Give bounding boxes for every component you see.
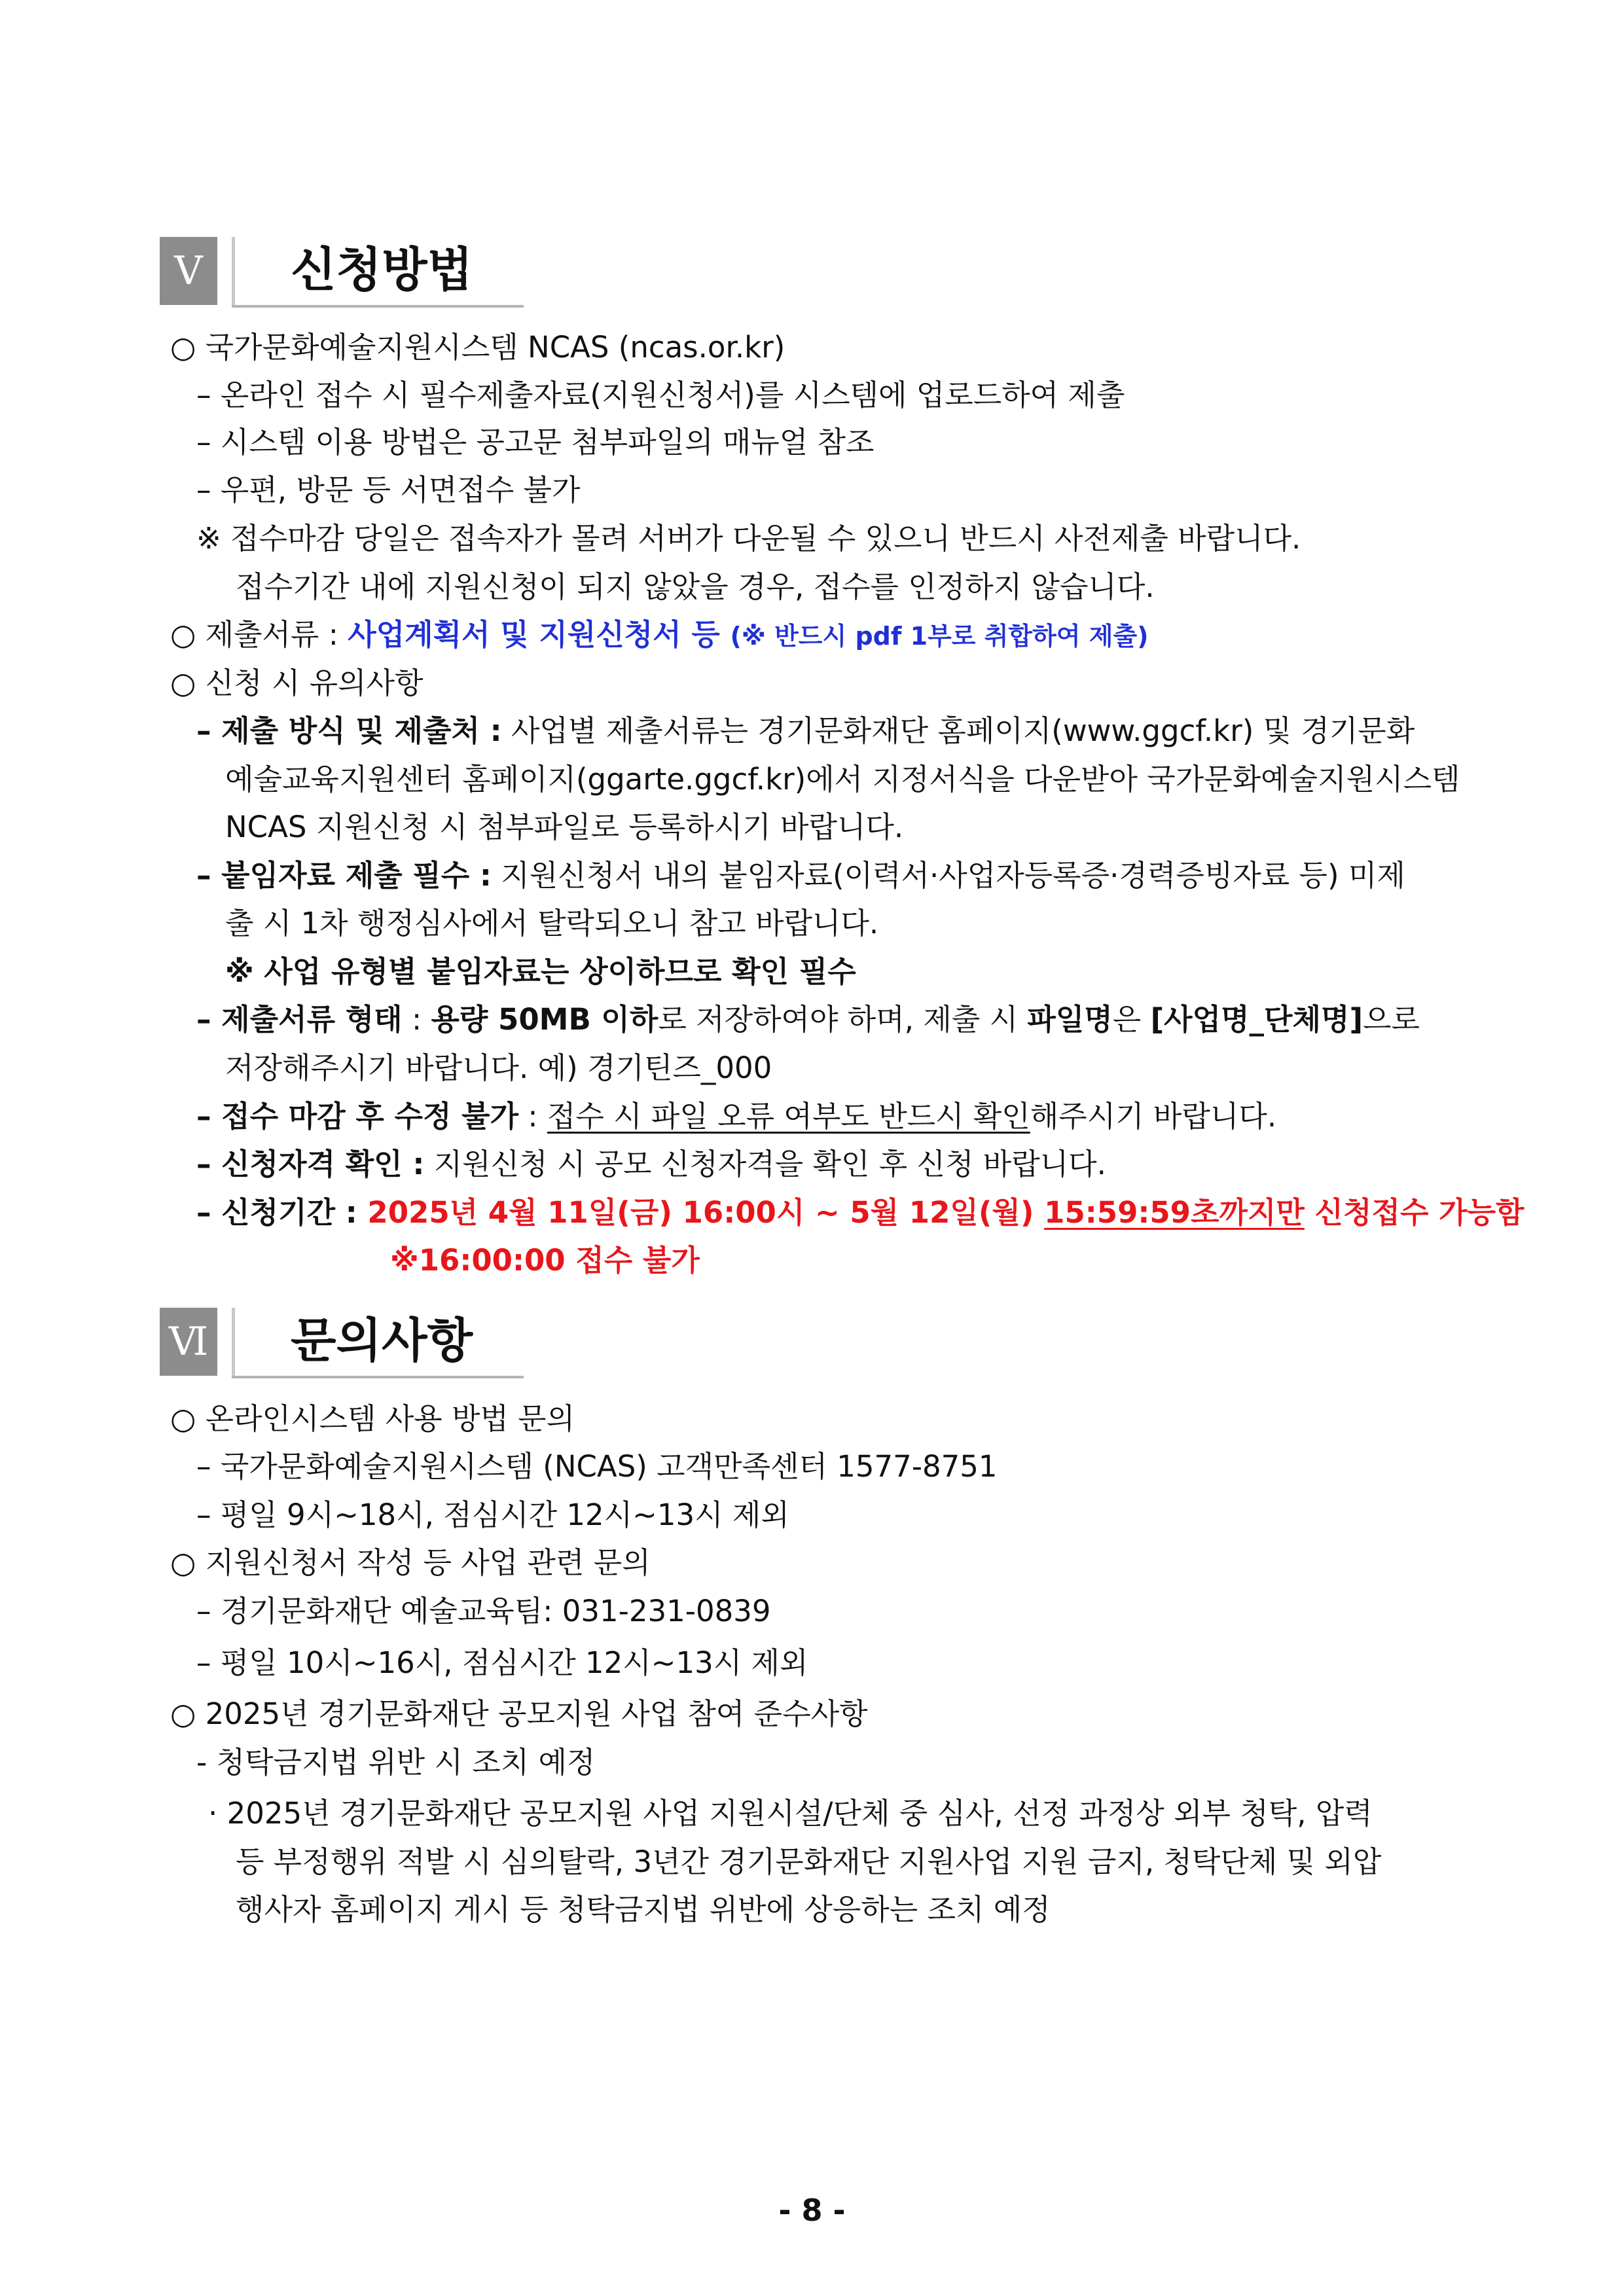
file-name-suffix: 으로 bbox=[1363, 1002, 1420, 1037]
eligibility-text: 지원신청 시 공모 신청자격을 확인 후 신청 바랍니다. bbox=[424, 1147, 1106, 1181]
documents-item bbox=[170, 615, 1149, 656]
no-edit-text: 해주시기 바랍니다. bbox=[1030, 1099, 1277, 1134]
header-underline bbox=[232, 305, 524, 308]
anti-graft-text-1: · 2025년 경기문화재단 공모지원 사업 지원시설/단체 중 심사, 선정 과정상 외부 청탁, 압력 bbox=[208, 1796, 1373, 1831]
header-divider bbox=[232, 237, 235, 305]
application-notes-heading: ○ 신청 시 유의사항 bbox=[170, 666, 424, 700]
no-submission-after-1600: ※16:00:00 접수 불가 bbox=[390, 1243, 700, 1278]
documents-list: 사업계획서 및 지원신청서 등 bbox=[348, 617, 731, 652]
anti-graft-text-3: 행사자 홈페이지 게시 등 청탁금지법 위반에 상응하는 조치 예정 bbox=[236, 1892, 1051, 1927]
no-paper-submission-note: – 우편, 방문 등 서면접수 불가 bbox=[196, 473, 581, 507]
header-underline bbox=[232, 1376, 524, 1378]
attachment-required-line bbox=[196, 855, 1405, 896]
eligibility-check-line bbox=[196, 1144, 1106, 1185]
eligibility-label: – 신청자격 확인 : bbox=[196, 1147, 425, 1181]
submission-method-line bbox=[196, 711, 1499, 751]
attachment-required-label: – 붙임자료 제출 필수 : bbox=[196, 858, 492, 893]
application-period-dates: 2025년 4월 11일(금) 16:00시 ~ 5월 12일(월) bbox=[367, 1195, 1045, 1230]
documents-pdf-note: (※ 반드시 pdf 1부로 취합하여 제출) bbox=[730, 622, 1149, 651]
no-edit-label: – 접수 마감 후 수정 불가 bbox=[196, 1099, 519, 1134]
submission-method-cont-1: 예술교육지원센터 홈페이지(ggarte.ggcf.kr)에서 지정서식을 다운받아 국가문화예술지원시스템 bbox=[225, 762, 1460, 797]
deadline-warning-cont: 접수기간 내에 지원신청이 되지 않았을 경우, 접수를 인정하지 않습니다. bbox=[236, 569, 1155, 604]
project-inquiry: ○ 지원신청서 작성 등 사업 관련 문의 bbox=[170, 1545, 651, 1580]
file-name-label: 파일명 bbox=[1027, 1002, 1113, 1037]
file-format-label: – 제출서류 형태 bbox=[196, 1002, 403, 1037]
application-period-label: – 신청기간 : bbox=[196, 1195, 368, 1230]
colon: : bbox=[402, 1002, 431, 1037]
section-6-header bbox=[160, 1308, 526, 1386]
file-format-text: 로 저장하여야 하며, 제출 시 bbox=[658, 1002, 1028, 1037]
ncas-hours: – 평일 9시~18시, 점심시간 12시~13시 제외 bbox=[196, 1498, 789, 1532]
section-5-header bbox=[160, 237, 526, 315]
section-5-roman-badge: Ⅴ bbox=[160, 237, 217, 305]
arts-education-team-phone: – 경기문화재단 예술교육팀: 031-231-0839 bbox=[196, 1594, 771, 1628]
submission-method-text: 사업별 제출서류는 경기문화재단 홈페이지(www.ggcf.kr) 및 경기문화 bbox=[501, 713, 1415, 748]
file-format-cont: 저장해주시기 바랍니다. 예) 경기틴즈_000 bbox=[225, 1050, 772, 1085]
section-6-roman-badge: Ⅵ bbox=[160, 1308, 217, 1376]
deadline-warning: ※ 접수마감 당일은 접속자가 몰려 서버가 다운될 수 있으니 반드시 사전제출 바랍니다. bbox=[196, 521, 1301, 556]
anti-graft-text-2: 등 부정행위 적발 시 심의탈락, 3년간 경기문화재단 지원사업 지원 금지, 청탁단체 및 외압 bbox=[236, 1844, 1382, 1879]
manual-note: – 시스템 이용 방법은 공고문 첨부파일의 매뉴얼 참조 bbox=[196, 425, 875, 459]
arts-education-team-hours: – 평일 10시~16시, 점심시간 12시~13시 제외 bbox=[196, 1645, 808, 1680]
file-size-limit: 용량 50MB 이하 bbox=[431, 1002, 659, 1037]
file-name-particle: 은 bbox=[1112, 1002, 1151, 1037]
section-6-title: 문의사항 bbox=[291, 1313, 473, 1368]
colon: : bbox=[518, 1099, 547, 1134]
application-period-note: 신청접수 가능함 bbox=[1304, 1195, 1525, 1230]
attachment-required-text: 지원신청서 내의 붙임자료(이력서·사업자등록증·경력증빙자료 등) 미제 bbox=[491, 858, 1405, 893]
anti-graft-heading: - 청탁금지법 위반 시 조치 예정 bbox=[196, 1745, 596, 1780]
application-deadline-time: 15:59:59초까지만 bbox=[1044, 1195, 1305, 1230]
online-submission-note: – 온라인 접수 시 필수제출자료(지원신청서)를 시스템에 업로드하여 제출 bbox=[196, 378, 1125, 412]
ncas-system-item: ○ 국가문화예술지원시스템 NCAS (ncas.or.kr) bbox=[170, 330, 785, 365]
attachment-required-cont: 출 시 1차 행정심사에서 탈락되오니 참고 바랍니다. bbox=[225, 906, 879, 941]
file-name-format: [사업명_단체명] bbox=[1150, 1002, 1363, 1037]
submission-method-cont-2: NCAS 지원신청 시 첨부파일로 등록하시기 바랍니다. bbox=[225, 810, 904, 844]
compliance-heading: ○ 2025년 경기문화재단 공모지원 사업 참여 준수사항 bbox=[170, 1696, 868, 1731]
documents-label: ○ 제출서류 : bbox=[170, 617, 348, 652]
file-error-check-note: 접수 시 파일 오류 여부도 반드시 확인 bbox=[547, 1099, 1030, 1134]
page-number: - 8 - bbox=[778, 2193, 846, 2228]
section-5-title: 신청방법 bbox=[291, 242, 473, 297]
attachment-type-note: ※ 사업 유형별 붙임자료는 상이하므로 확인 필수 bbox=[225, 954, 856, 989]
online-system-inquiry: ○ 온라인시스템 사용 방법 문의 bbox=[170, 1401, 575, 1436]
submission-method-label: – 제출 방식 및 제출처 : bbox=[196, 713, 502, 748]
ncas-customer-center: – 국가문화예술지원시스템 (NCAS) 고객만족센터 1577-8751 bbox=[196, 1449, 998, 1484]
no-edit-after-deadline-line bbox=[196, 1096, 1276, 1137]
header-divider bbox=[232, 1308, 235, 1376]
application-period-line bbox=[196, 1193, 1525, 1233]
file-format-line bbox=[196, 999, 1420, 1040]
